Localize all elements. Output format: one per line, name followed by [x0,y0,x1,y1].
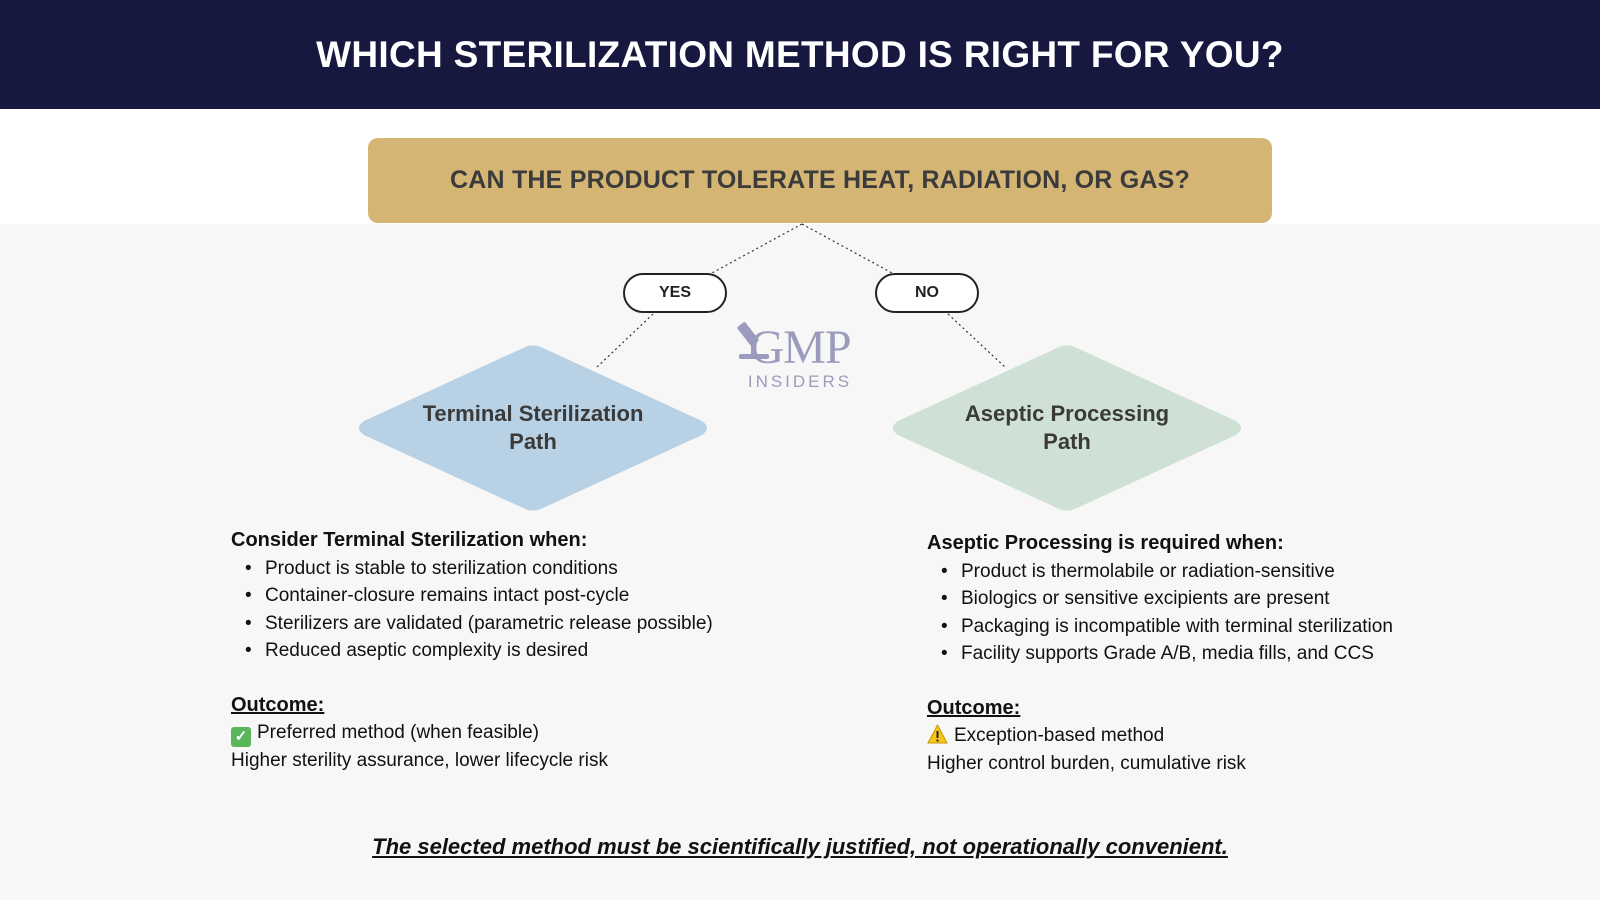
decision-question [368,138,1272,223]
terminal-sterilization-node [356,344,710,512]
terminal-node-line1: Terminal Sterilization [422,401,644,426]
aseptic-node-line1: Aseptic Processing [964,401,1170,426]
aseptic-outcome-text: Exception-based method [954,725,1165,746]
terminal-outcome-line1 [231,719,713,747]
aseptic-outcome-line1 [927,722,1393,750]
list-item: • Sterilizers are validated (parametric release possible) [231,610,713,638]
list-item: • Packaging is incompatible with terminal sterilization [927,613,1393,641]
terminal-outcome-heading: Outcome: [231,693,325,716]
logo-sub-text: INSIDERS [747,372,853,391]
list-item: • Reduced aseptic complexity is desired [231,637,713,665]
terminal-criteria-block [231,527,713,775]
connector-question-yes [712,224,802,273]
page-title: WHICH STERILIZATION METHOD IS RIGHT FOR YOU? [316,33,1284,75]
aseptic-criteria-list [927,558,1393,668]
aseptic-node-label [965,400,1169,456]
list-item: • Facility supports Grade A/B, media fills, and CCS [927,640,1393,668]
connector-question-no [802,224,892,273]
aseptic-outcome-line2: Higher control burden, cumulative risk [927,752,1246,774]
list-item: • Product is stable to sterilization conditions [231,555,713,583]
list-item: • Biologics or sensitive excipients are present [927,585,1393,613]
aseptic-node-line2: Path [1043,429,1091,454]
terminal-criteria-list [231,555,713,665]
terminal-criteria-heading: Consider Terminal Sterilization when: [231,529,588,551]
terminal-node-label [423,400,644,456]
footer-statement: The selected method must be scientifically justified, not operationally convenient. [372,834,1228,859]
question-text: CAN THE PRODUCT TOLERATE HEAT, RADIATION, OR GAS? [450,166,1190,194]
aseptic-criteria-heading: Aseptic Processing is required when: [927,532,1284,554]
aseptic-outcome-heading: Outcome: [927,696,1021,719]
yes-branch-label: YES [623,273,727,313]
aseptic-processing-node [890,344,1244,512]
list-item: • Container-closure remains intact post-cycle [231,582,713,610]
aseptic-criteria-block [927,530,1393,777]
gmp-insiders-logo [740,312,860,394]
terminal-outcome-line2: Higher sterility assurance, lower lifecycle risk [231,750,608,771]
list-item: • Product is thermolabile or radiation-sensitive [927,558,1393,586]
warning-icon [927,724,948,744]
logo-main-text: GMP [749,321,851,374]
check-icon: ✓ [231,727,251,747]
terminal-outcome-text: Preferred method (when feasible) [257,722,539,743]
no-branch-label: NO [875,273,979,313]
terminal-node-line2: Path [509,429,557,454]
